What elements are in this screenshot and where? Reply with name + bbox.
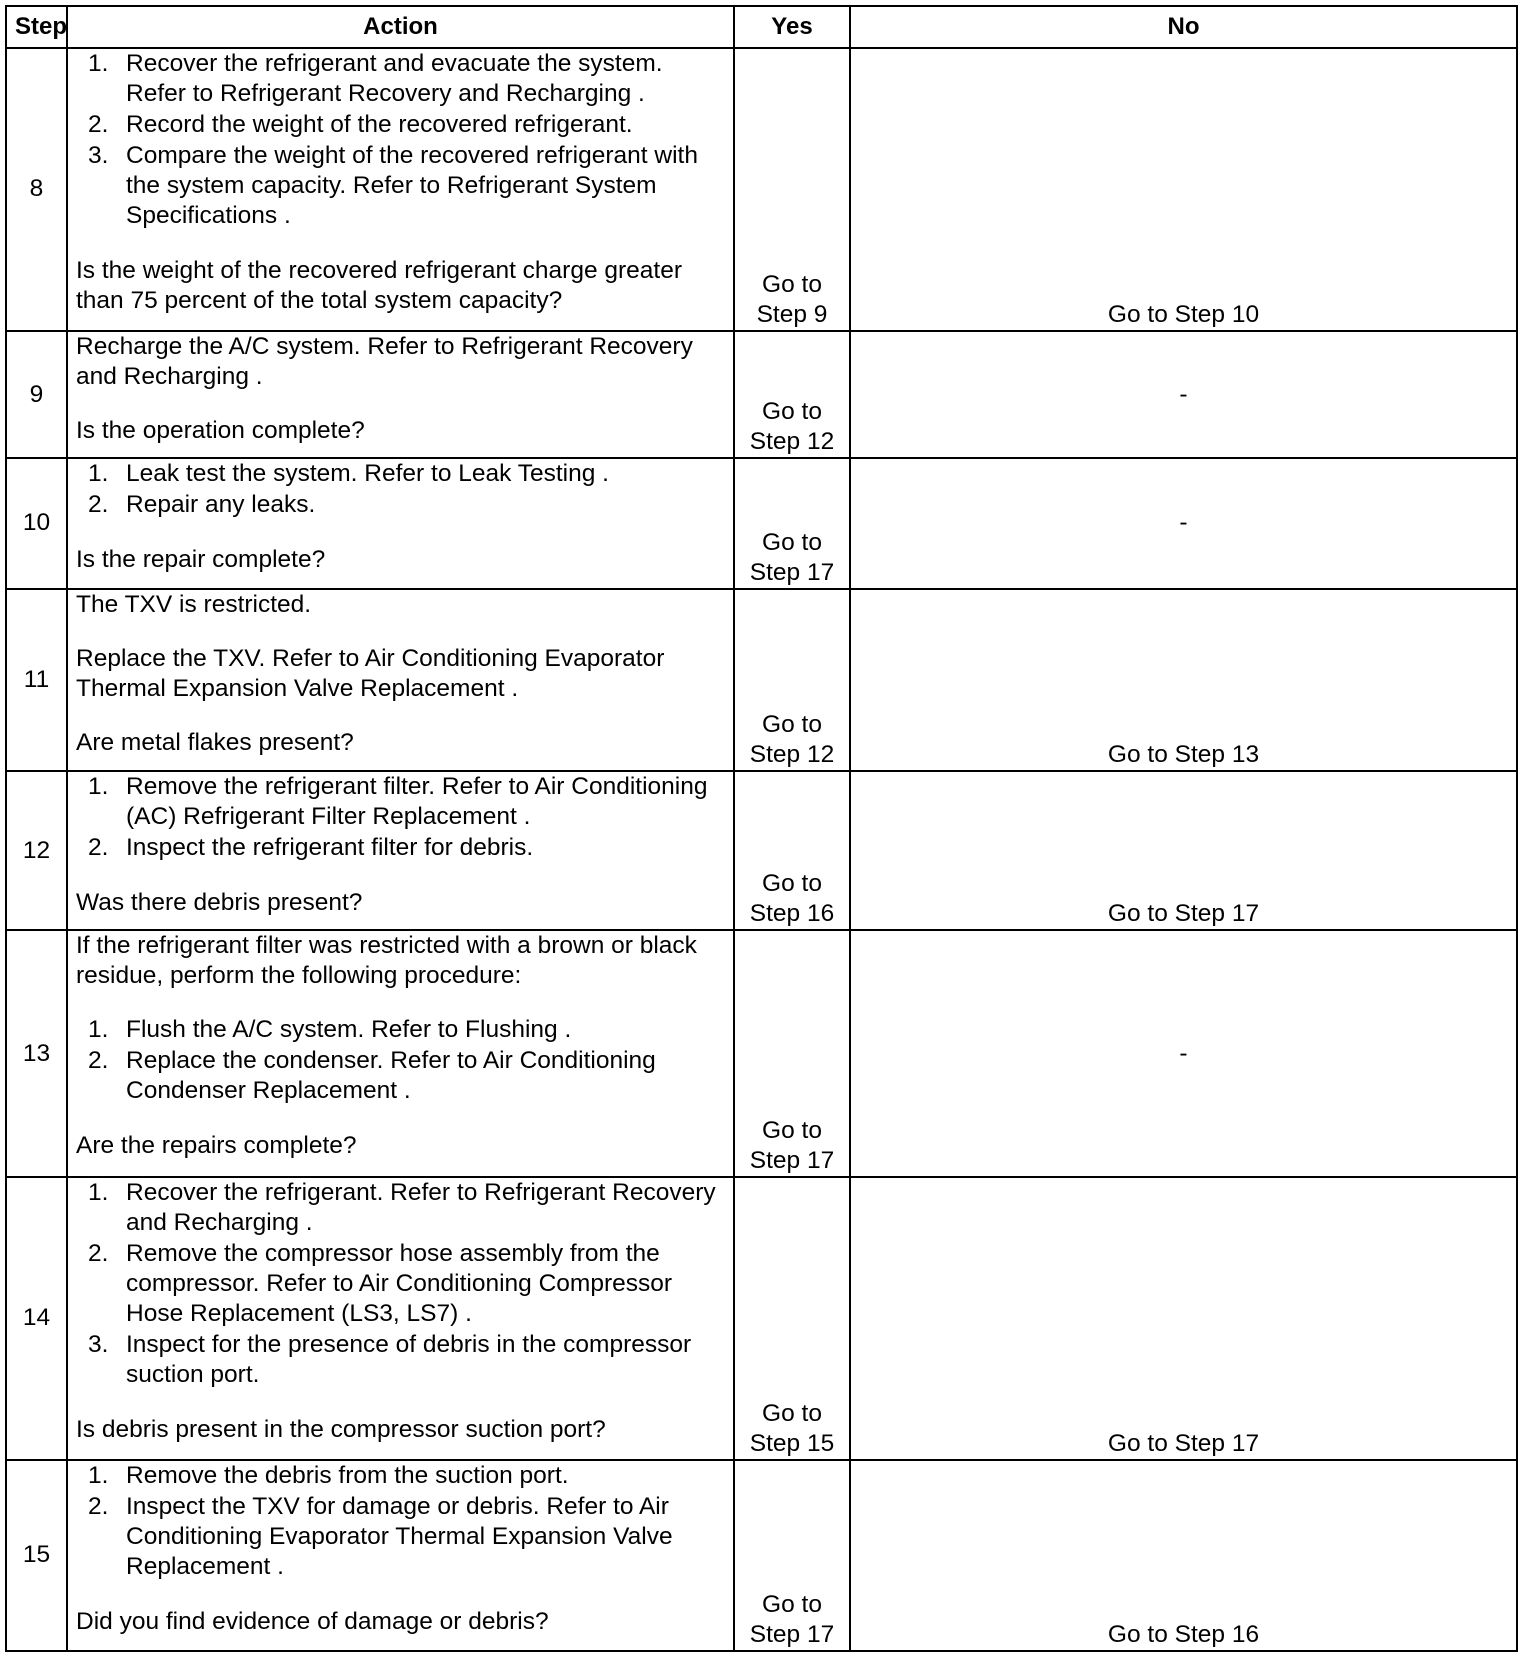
- action-question: Is the weight of the recovered refrigerant charge greater than 75 percent of the total system capacity?: [76, 257, 683, 314]
- yes-cell: Go to Step 9: [734, 48, 850, 331]
- step-number: 9: [6, 331, 67, 458]
- action-cell: [67, 331, 734, 458]
- list-item: 3. Inspect for the presence of debris in the compressor suction port.: [88, 1330, 692, 1388]
- table-row: [6, 1177, 1517, 1460]
- table-row: [6, 1460, 1517, 1651]
- list-item: 2. Inspect the refrigerant filter for debris.: [88, 833, 534, 861]
- action-list: [76, 459, 725, 520]
- list-item: 2. Remove the compressor hose assembly from the compressor. Refer to Air Conditioning Compressor Hose Replacement (LS3, LS7) .: [88, 1239, 673, 1327]
- list-item: 3. Compare the weight of the recovered refrigerant with the system capacity. Refer to Refrigerant System Specifications .: [88, 142, 698, 229]
- step-number: 15: [6, 1460, 67, 1651]
- action-cell: [67, 48, 734, 331]
- yes-cell: Go to Step 16: [734, 771, 850, 931]
- step-number: 11: [6, 589, 67, 771]
- yes-cell: Go to Step 17: [734, 930, 850, 1176]
- action-cell: [67, 930, 734, 1176]
- yes-cell: Go to Step 17: [734, 458, 850, 588]
- no-cell: -: [850, 930, 1517, 1176]
- action-list: [76, 772, 725, 863]
- action-cell: [67, 1177, 734, 1460]
- action-question: Are metal flakes present?: [76, 728, 354, 756]
- action-question: Are the repairs complete?: [76, 1132, 357, 1160]
- no-cell: Go to Step 17: [850, 771, 1517, 931]
- step-number: 13: [6, 930, 67, 1176]
- action-list: [76, 1461, 725, 1582]
- action-cell: [67, 458, 734, 588]
- table-row: [6, 930, 1517, 1176]
- table-row: [6, 771, 1517, 931]
- no-cell: Go to Step 13: [850, 589, 1517, 771]
- list-item: 1. Leak test the system. Refer to Leak Testing .: [88, 460, 609, 488]
- list-item: 2. Record the weight of the recovered refrigerant.: [88, 111, 633, 138]
- header-yes: Yes: [734, 6, 850, 48]
- action-list: [76, 1015, 725, 1106]
- action-text: Recharge the A/C system. Refer to Refrigerant Recovery and Recharging .: [76, 332, 693, 390]
- no-cell: Go to Step 17: [850, 1177, 1517, 1460]
- action-cell: [67, 771, 734, 931]
- yes-cell: Go to Step 17: [734, 1460, 850, 1651]
- no-cell: Go to Step 10: [850, 48, 1517, 331]
- header-action: Action: [67, 6, 734, 48]
- list-item: 1. Remove the debris from the suction port.: [88, 1461, 569, 1489]
- action-question: Was there debris present?: [76, 888, 363, 916]
- action-question: Is the repair complete?: [76, 546, 326, 574]
- step-number: 8: [6, 48, 67, 331]
- action-list: [76, 49, 725, 231]
- no-cell: -: [850, 458, 1517, 588]
- header-no: No: [850, 6, 1517, 48]
- action-question: Is debris present in the compressor suction port?: [76, 1415, 606, 1443]
- list-item: 1. Recover the refrigerant. Refer to Refrigerant Recovery and Recharging .: [88, 1178, 716, 1236]
- action-text: The TXV is restricted.: [76, 590, 312, 618]
- no-cell: -: [850, 331, 1517, 458]
- list-item: 1. Flush the A/C system. Refer to Flushing .: [88, 1016, 572, 1044]
- yes-cell: Go to Step 12: [734, 589, 850, 771]
- list-item: 2. Replace the condenser. Refer to Air Conditioning Condenser Replacement .: [88, 1047, 656, 1105]
- yes-cell: Go to Step 15: [734, 1177, 850, 1460]
- step-number: 14: [6, 1177, 67, 1460]
- step-number: 10: [6, 458, 67, 588]
- action-cell: [67, 1460, 734, 1651]
- action-cell: [67, 589, 734, 771]
- list-item: 2. Inspect the TXV for damage or debris. Refer to Air Conditioning Evaporator Thermal Expansion Valve Replacement .: [88, 1492, 673, 1580]
- table-row: [6, 458, 1517, 588]
- table-row: [6, 331, 1517, 458]
- header-row: [6, 6, 1517, 48]
- header-step: Step: [6, 6, 67, 48]
- action-question: Did you find evidence of damage or debris?: [76, 1607, 549, 1635]
- table-row: [6, 48, 1517, 331]
- action-text: Replace the TXV. Refer to Air Conditioning Evaporator Thermal Expansion Valve Replacement .: [76, 644, 665, 702]
- action-list: [76, 1178, 725, 1390]
- yes-cell: Go to Step 12: [734, 331, 850, 458]
- action-text: If the refrigerant filter was restricted with a brown or black residue, perform the following procedure:: [76, 932, 697, 990]
- table-row: [6, 589, 1517, 771]
- list-item: 1. Remove the refrigerant filter. Refer to Air Conditioning (AC) Refrigerant Filter Replacement .: [88, 772, 708, 830]
- diagnostic-table: [5, 5, 1518, 1652]
- action-question: Is the operation complete?: [76, 416, 365, 444]
- list-item: 2. Repair any leaks.: [88, 491, 316, 519]
- list-item: 1. Recover the refrigerant and evacuate the system. Refer to Refrigerant Recovery and Recharging .: [88, 50, 663, 107]
- no-cell: Go to Step 16: [850, 1460, 1517, 1651]
- step-number: 12: [6, 771, 67, 931]
